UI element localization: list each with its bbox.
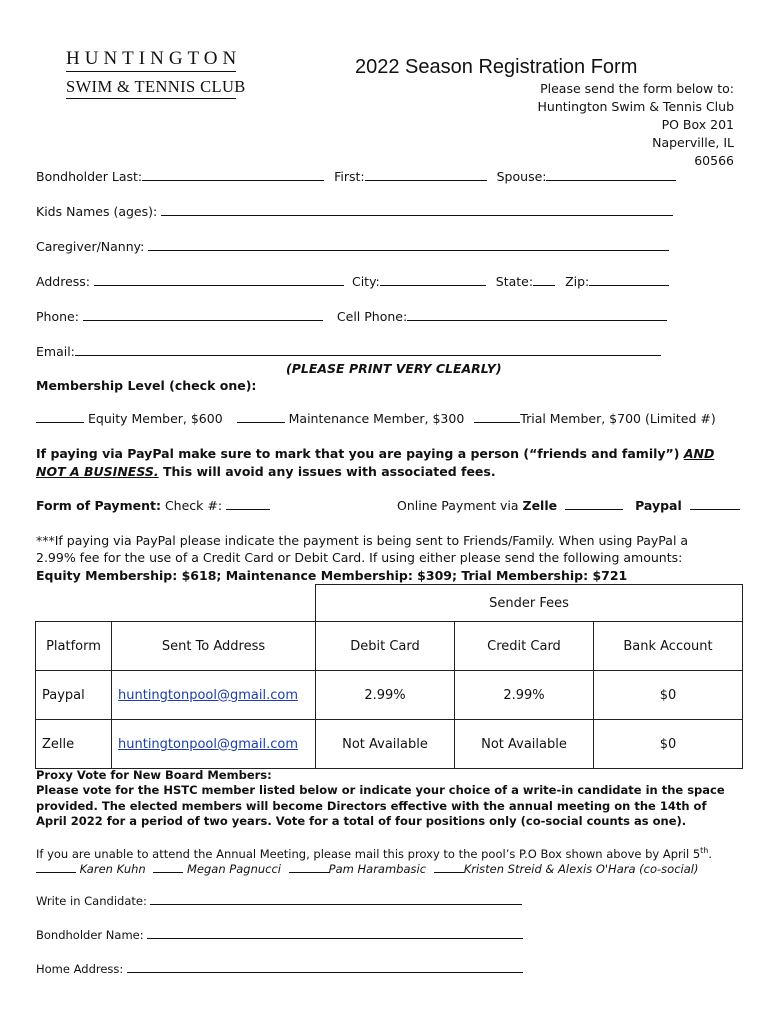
kids-row	[36, 204, 673, 219]
header-credit: Credit Card	[455, 622, 594, 671]
membership-options	[36, 411, 716, 426]
kids-field[interactable]	[161, 204, 673, 216]
kids-label: Kids Names (ages):	[36, 204, 158, 219]
header-sent-to: Sent To Address	[112, 622, 316, 671]
platform-cell: Zelle	[36, 720, 112, 769]
paypal-note-emphasis: AND NOT A BUSINESS.	[36, 446, 715, 479]
spouse-label: Spouse:	[496, 169, 547, 184]
home-address-row	[36, 961, 523, 976]
spouse-field[interactable]	[546, 169, 676, 181]
bondholder-last-label: Bondholder Last:	[36, 169, 143, 184]
email-row	[36, 344, 661, 359]
write-in-row	[36, 893, 522, 908]
table-row	[36, 671, 743, 720]
candidate-name: Karen Kuhn	[79, 862, 146, 876]
platform-cell: Paypal	[36, 671, 112, 720]
maintenance-checkbox[interactable]	[237, 411, 285, 423]
city-field[interactable]	[380, 274, 486, 286]
write-in-field[interactable]	[150, 893, 522, 905]
fee-note: ***If paying via PayPal please indicate the payment is being sent to Friends/Family. When using PayPal a 2.99% fee for the use of a Credit Card or Debit Card. If using either please send the following amounts:	[36, 533, 689, 565]
trial-checkbox[interactable]	[474, 411, 520, 423]
cell-phone-label: Cell Phone:	[336, 309, 408, 324]
candidate-checkbox[interactable]	[36, 861, 76, 873]
email-field[interactable]	[75, 344, 661, 356]
bank-cell: $0	[594, 720, 743, 769]
address-field[interactable]	[94, 274, 344, 286]
proxy-mail-note	[36, 846, 712, 861]
table-header-row	[36, 622, 743, 671]
address-line: PO Box 201	[661, 117, 734, 132]
credit-cell: Not Available	[455, 720, 594, 769]
bondholder-name-field[interactable]	[147, 927, 523, 939]
candidate-name: Pam Harambasic	[328, 862, 427, 876]
address-line: Naperville, IL	[652, 135, 734, 150]
sender-fees-header: Sender Fees	[316, 585, 743, 622]
payment-label: Form of Payment:	[36, 498, 161, 513]
logo-line-2: SWIM & TENNIS CLUB	[66, 77, 246, 96]
cell-phone-field[interactable]	[407, 309, 667, 321]
equity-label: Equity Member, $600	[87, 411, 223, 426]
caregiver-row	[36, 239, 669, 254]
header-debit: Debit Card	[316, 622, 455, 671]
home-address-label: Home Address:	[36, 962, 124, 976]
paypal-note	[36, 445, 716, 481]
check-label: Check #:	[164, 498, 223, 513]
email-link[interactable]: huntingtonpool@gmail.com	[118, 736, 298, 752]
payment-row	[36, 498, 270, 513]
email-link[interactable]: huntingtonpool@gmail.com	[118, 687, 298, 703]
address-line: 60566	[694, 153, 734, 168]
zelle-field[interactable]	[565, 498, 623, 510]
logo-line-1: HUNTINGTON	[66, 48, 242, 69]
table-blank-cell	[36, 585, 112, 622]
online-payment-row	[397, 498, 740, 513]
paypal-note-text: If paying via PayPal make sure to mark that you are paying a person (“friends and family”)	[36, 446, 684, 461]
candidate-checkbox[interactable]	[434, 861, 464, 873]
header-bank: Bank Account	[594, 622, 743, 671]
bondholder-name-row	[36, 927, 523, 942]
phone-label: Phone:	[36, 309, 79, 324]
phone-row	[36, 309, 667, 324]
debit-cell: 2.99%	[316, 671, 455, 720]
candidate-name: Kristen Streid & Alexis O'Hara (co-social)	[463, 862, 699, 876]
debit-cell: Not Available	[316, 720, 455, 769]
logo-divider-top	[66, 71, 236, 72]
city-label: City:	[351, 274, 380, 289]
bank-cell: $0	[594, 671, 743, 720]
phone-field[interactable]	[83, 309, 323, 321]
sender-fees-table	[35, 584, 743, 769]
address-row	[36, 274, 669, 289]
maintenance-label: Maintenance Member, $300	[288, 411, 465, 426]
state-field[interactable]	[533, 274, 555, 286]
mail-note-end: .	[708, 846, 713, 861]
candidate-checkbox[interactable]	[153, 861, 183, 873]
mailing-address	[538, 80, 734, 170]
bondholder-name-label: Bondholder Name:	[36, 928, 144, 942]
zip-label: Zip:	[565, 274, 590, 289]
candidate-name: Megan Pagnucci	[187, 862, 281, 876]
form-title: 2022 Season Registration Form	[355, 56, 638, 78]
logo-divider-bottom	[66, 98, 236, 99]
credit-cell: 2.99%	[455, 671, 594, 720]
table-row	[36, 720, 743, 769]
fee-amounts: Equity Membership: $618; Maintenance Membership: $309; Trial Membership: $721	[36, 568, 628, 583]
paypal-label: Paypal	[635, 498, 682, 513]
online-payment-label: Online Payment via	[397, 498, 519, 513]
state-label: State:	[495, 274, 534, 289]
membership-heading: Membership Level (check one):	[36, 378, 257, 393]
address-line: Please send the form below to:	[540, 81, 734, 96]
mail-note-sup: th	[700, 846, 709, 855]
candidate-checkbox[interactable]	[289, 861, 329, 873]
mail-note-text: If you are unable to attend the Annual Meeting, please mail this proxy to the pool’s P.O Box shown above by April 5	[36, 846, 701, 861]
candidate-list	[36, 861, 698, 876]
header-platform: Platform	[36, 622, 112, 671]
zip-field[interactable]	[589, 274, 669, 286]
email-label: Email:	[36, 344, 75, 359]
proxy-body: Please vote for the HSTC member listed below or indicate your choice of a write-in candidate in the space provided. The elected members will become Directors effective with the annual meeting on the 14th of April 2022 for a period of two years. Vote for a total of four positions only (co-social counts as one).	[36, 783, 725, 828]
zelle-label: Zelle	[522, 498, 558, 513]
first-name-field[interactable]	[365, 169, 487, 181]
write-in-label: Write in Candidate:	[36, 894, 147, 908]
trial-label: Trial Member, $700 (Limited #)	[520, 411, 716, 426]
home-address-field[interactable]	[127, 961, 523, 973]
equity-checkbox[interactable]	[36, 411, 84, 423]
address-label: Address:	[36, 274, 90, 289]
first-name-label: First:	[334, 169, 365, 184]
check-number-field[interactable]	[226, 498, 270, 510]
paypal-field[interactable]	[690, 498, 740, 510]
caregiver-label: Caregiver/Nanny:	[36, 239, 145, 254]
print-note: (PLEASE PRINT VERY CLEARLY)	[286, 361, 502, 376]
caregiver-field[interactable]	[148, 239, 669, 251]
address-line: Huntington Swim & Tennis Club	[537, 99, 734, 114]
bondholder-last-field[interactable]	[142, 169, 324, 181]
proxy-heading: Proxy Vote for New Board Members:	[36, 768, 272, 782]
table-blank-cell	[112, 585, 316, 622]
bondholder-row	[36, 169, 676, 184]
paypal-note-text-end: This will avoid any issues with associated fees.	[158, 464, 496, 479]
